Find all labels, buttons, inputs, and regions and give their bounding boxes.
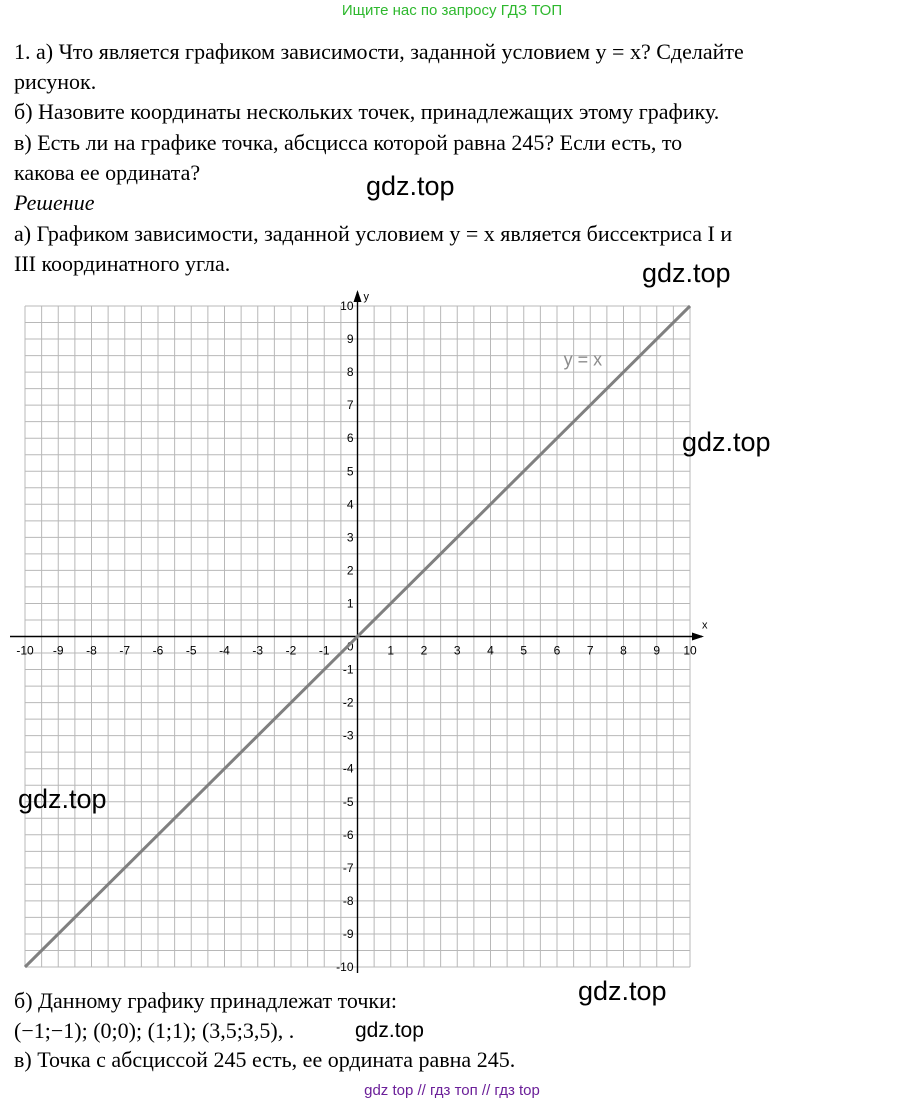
task-line-5: какова ее ордината? — [14, 160, 201, 185]
x-tick-label: -9 — [52, 643, 64, 658]
y-tick-label: -3 — [342, 728, 354, 743]
x-tick-label: -10 — [16, 643, 34, 658]
x-tick-label: 5 — [520, 643, 528, 658]
y-tick-label: -1 — [342, 662, 354, 677]
x-tick-label: -6 — [152, 643, 164, 658]
y-tick-label: 6 — [346, 431, 354, 446]
x-tick-label: 6 — [553, 643, 561, 658]
x-tick-label: 8 — [620, 643, 627, 658]
x-tick-label: 10 — [683, 643, 697, 658]
y-axis-label: y — [363, 291, 369, 303]
y-axis-arrow — [354, 290, 362, 302]
solution-c-line-1: в) Точка с абсциссой 245 есть, ее ордината равна 245. — [14, 1047, 516, 1072]
y-tick-label: -6 — [342, 827, 354, 842]
x-tick-label: -5 — [185, 643, 197, 658]
task-line-1: 1. а) Что является графиком зависимости, заданной условием y = x? Сделайте — [14, 39, 744, 64]
y-tick-label: 7 — [346, 398, 354, 413]
watermark: gdz.top — [682, 427, 771, 457]
x-axis-label: x — [702, 619, 708, 632]
solution-b-line-1: б) Данному графику принадлежат точки: — [14, 988, 397, 1013]
y-tick-label: 1 — [346, 596, 354, 611]
y-tick-label: 10 — [340, 299, 354, 313]
x-tick-label: -2 — [285, 643, 297, 658]
y-tick-label: 5 — [346, 464, 354, 479]
task-line-4: в) Есть ли на графике точка, абсцисса которой равна 245? Если есть, то — [14, 130, 683, 155]
y-tick-label: 2 — [346, 563, 354, 578]
x-tick-label: 1 — [387, 643, 395, 658]
x-tick-label: 3 — [453, 643, 461, 658]
x-tick-label: 9 — [653, 643, 661, 658]
task-line-3: б) Назовите координаты нескольких точек, принадлежащих этому графику. — [14, 99, 720, 124]
x-tick-label: 4 — [487, 643, 494, 658]
watermark: gdz.top — [642, 258, 731, 288]
y-tick-label: -4 — [342, 761, 354, 776]
graph-y-equals-x — [0, 282, 904, 977]
x-tick-label: 7 — [586, 643, 594, 658]
task-line-2: рисунок. — [14, 69, 97, 94]
series-label: y = x — [563, 349, 603, 370]
solution-heading: Решение — [14, 190, 95, 215]
x-tick-label: 2 — [420, 643, 428, 658]
y-tick-label: -9 — [342, 926, 354, 941]
y-tick-label: 3 — [346, 530, 354, 545]
y-tick-label: -8 — [342, 893, 354, 908]
x-tick-label: -4 — [219, 643, 230, 658]
top-banner[interactable]: Ищите нас по запросу ГДЗ ТОП — [341, 2, 563, 19]
watermark: gdz.top — [366, 171, 455, 201]
watermark: gdz.top — [355, 1019, 424, 1042]
x-tick-label: -8 — [86, 643, 97, 658]
x-tick-label: -7 — [119, 643, 131, 658]
x-tick-label: -1 — [318, 643, 330, 658]
solution-b-line-2: (−1;−1); (0;0); (1;1); (3,5;3,5), . — [14, 1018, 295, 1043]
y-tick-label: 4 — [346, 497, 354, 512]
bottom-banner[interactable]: gdz top // гдз топ // гдз top — [364, 1082, 540, 1099]
x-tick-label: -3 — [252, 643, 264, 658]
y-tick-label: -10 — [336, 960, 354, 974]
y-tick-label: -5 — [342, 794, 354, 809]
solution-a-line-2: III координатного угла. — [14, 251, 231, 276]
watermark: gdz.top — [578, 976, 667, 1006]
x-axis-arrow — [692, 633, 704, 641]
solution-a-line-1: а) Графиком зависимости, заданной условием y = x является биссектриса I и — [14, 221, 733, 246]
watermark: gdz.top — [18, 784, 107, 814]
y-tick-label: -2 — [342, 695, 354, 710]
y-tick-label: -7 — [342, 860, 354, 875]
y-tick-label: 8 — [346, 365, 354, 380]
origin-label: 0 — [346, 639, 354, 654]
y-tick-label: 9 — [346, 332, 354, 347]
